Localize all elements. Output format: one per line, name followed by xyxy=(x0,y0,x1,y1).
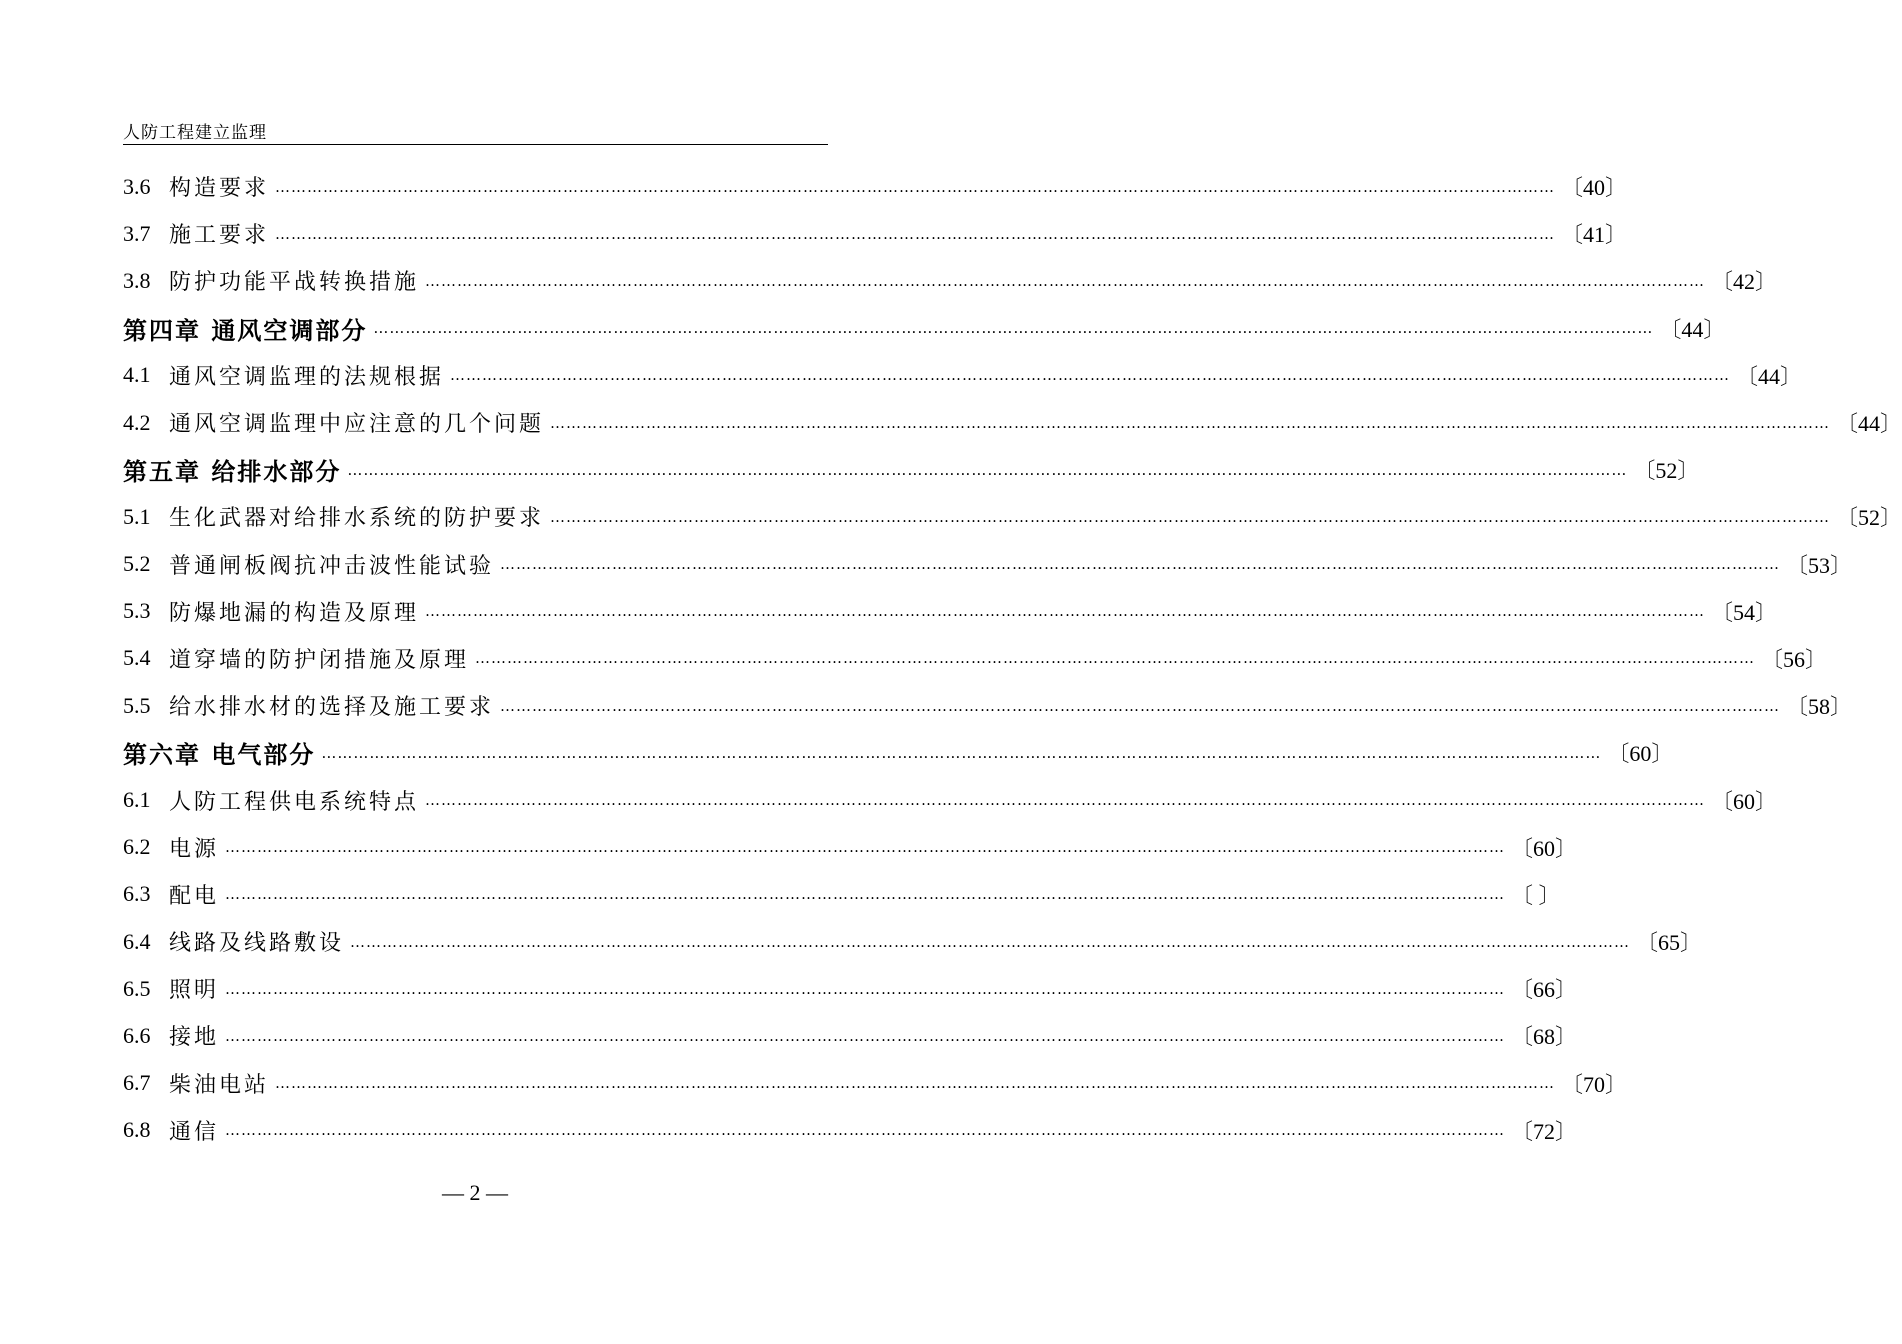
toc-page-ref: 〔60〕 xyxy=(1711,788,1778,814)
running-header: 人防工程建立监理 xyxy=(123,123,267,143)
toc-section-row xyxy=(123,824,1578,871)
toc-section-number: 5.1 xyxy=(123,503,151,529)
toc-section-row xyxy=(123,635,1828,682)
toc-entry-title: 给水排水材的选择及施工要求 xyxy=(169,695,495,721)
toc-section-row xyxy=(123,965,1578,1012)
toc-page-ref: 〔60〕 xyxy=(1607,741,1674,767)
toc-entry-title: 线路及线路敷设 xyxy=(169,931,345,957)
toc-entry-title: 第六章 电气部分 xyxy=(123,740,316,770)
toc-page-ref: 〔56〕 xyxy=(1761,646,1828,672)
toc-section-row xyxy=(123,776,1778,823)
toc-page-ref: 〔44〕 xyxy=(1736,363,1803,389)
toc-section-number: 6.8 xyxy=(123,1117,151,1143)
toc-page-ref: 〔54〕 xyxy=(1711,599,1778,625)
toc-section-number: 6.6 xyxy=(123,1022,151,1048)
toc-dot-leader: …………………………………………………………………………………………………………………………………………………………………………………………………………………… xyxy=(500,555,1781,574)
toc-dot-leader: …………………………………………………………………………………………………………………………………………………………………………………………………………………… xyxy=(225,1026,1506,1045)
toc-page-ref: 〔60〕 xyxy=(1511,835,1578,861)
toc-section-row xyxy=(123,257,1778,304)
toc-section-row xyxy=(123,682,1853,729)
toc-dot-leader: …………………………………………………………………………………………………………………………………………………………………………………………………………………… xyxy=(225,885,1506,904)
toc-page-ref: 〔68〕 xyxy=(1511,1024,1578,1050)
toc-chapter-row xyxy=(123,446,1700,493)
toc-section-number: 3.6 xyxy=(123,173,151,199)
toc-dot-leader: …………………………………………………………………………………………………………………………………………………………………………………………………………………… xyxy=(321,743,1602,762)
toc-page-ref: 〔72〕 xyxy=(1511,1118,1578,1144)
toc-page-ref: 〔58〕 xyxy=(1786,694,1853,720)
toc-dot-leader: …………………………………………………………………………………………………………………………………………………………………………………………………………………… xyxy=(425,791,1706,810)
toc-dot-leader: …………………………………………………………………………………………………………………………………………………………………………………………………………………… xyxy=(450,366,1731,385)
toc-entry-title: 第四章 通风空调部分 xyxy=(123,315,368,345)
toc-entry-title: 通信 xyxy=(169,1119,220,1145)
toc-chapter-row xyxy=(123,729,1674,776)
toc-page-ref: 〔65〕 xyxy=(1636,930,1703,956)
toc-section-number: 5.2 xyxy=(123,551,151,577)
toc-section-number: 4.1 xyxy=(123,362,151,388)
toc-page-ref: 〔41〕 xyxy=(1561,222,1628,248)
toc-entry-title: 第五章 给排水部分 xyxy=(123,457,342,487)
toc-section-number: 6.1 xyxy=(123,787,151,813)
toc-section-row xyxy=(123,588,1778,635)
toc-dot-leader: …………………………………………………………………………………………………………………………………………………………………………………………………………………… xyxy=(275,224,1556,243)
page-number: — 2 — xyxy=(442,1180,508,1205)
toc-entry-title: 人防工程供电系统特点 xyxy=(169,789,420,815)
toc-dot-leader: …………………………………………………………………………………………………………………………………………………………………………………………………………………… xyxy=(550,413,1831,432)
toc-page-ref: 〔70〕 xyxy=(1561,1071,1628,1097)
table-of-contents xyxy=(123,163,1902,1154)
toc-dot-leader: …………………………………………………………………………………………………………………………………………………………………………………………………………………… xyxy=(475,649,1756,668)
toc-section-number: 6.7 xyxy=(123,1070,151,1096)
header-rule xyxy=(123,144,828,145)
toc-section-number: 6.3 xyxy=(123,881,151,907)
toc-page-ref: 〔44〕 xyxy=(1659,316,1726,342)
toc-page-ref: 〔42〕 xyxy=(1711,269,1778,295)
toc-section-number: 5.3 xyxy=(123,598,151,624)
toc-section-row xyxy=(123,541,1853,588)
toc-dot-leader: …………………………………………………………………………………………………………………………………………………………………………………………………………………… xyxy=(550,507,1831,526)
toc-dot-leader: …………………………………………………………………………………………………………………………………………………………………………………………………………………… xyxy=(347,460,1628,479)
toc-dot-leader: …………………………………………………………………………………………………………………………………………………………………………………………………………………… xyxy=(225,838,1506,857)
toc-dot-leader: …………………………………………………………………………………………………………………………………………………………………………………………………………………… xyxy=(425,602,1706,621)
toc-entry-title: 施工要求 xyxy=(169,223,270,249)
toc-section-number: 3.7 xyxy=(123,220,151,246)
toc-section-number: 5.4 xyxy=(123,645,151,671)
toc-entry-title: 防护功能平战转换措施 xyxy=(169,270,420,296)
toc-page-ref: 〔52〕 xyxy=(1633,458,1700,484)
toc-section-number: 5.5 xyxy=(123,692,151,718)
toc-entry-title: 通风空调监理中应注意的几个问题 xyxy=(169,412,545,438)
toc-page-ref: 〔40〕 xyxy=(1561,175,1628,201)
toc-dot-leader: …………………………………………………………………………………………………………………………………………………………………………………………………………………… xyxy=(225,979,1506,998)
toc-entry-title: 防爆地漏的构造及原理 xyxy=(169,600,420,626)
toc-section-number: 3.8 xyxy=(123,267,151,293)
toc-page-ref: 〔52〕 xyxy=(1836,505,1902,531)
toc-entry-title: 生化武器对给排水系统的防护要求 xyxy=(169,506,545,532)
toc-entry-title: 柴油电站 xyxy=(169,1072,270,1098)
toc-section-row xyxy=(123,352,1803,399)
toc-section-row xyxy=(123,871,1561,918)
toc-page-ref: 〔53〕 xyxy=(1786,552,1853,578)
toc-page-ref: 〔44〕 xyxy=(1836,411,1902,437)
toc-dot-leader: …………………………………………………………………………………………………………………………………………………………………………………………………………………… xyxy=(225,1121,1506,1140)
toc-entry-title: 照明 xyxy=(169,978,220,1004)
toc-section-number: 6.2 xyxy=(123,834,151,860)
toc-dot-leader: …………………………………………………………………………………………………………………………………………………………………………………………………………………… xyxy=(275,1074,1556,1093)
toc-dot-leader: …………………………………………………………………………………………………………………………………………………………………………………………………………………… xyxy=(500,696,1781,715)
toc-page-ref: 〔66〕 xyxy=(1511,977,1578,1003)
toc-section-row xyxy=(123,163,1628,210)
toc-dot-leader: …………………………………………………………………………………………………………………………………………………………………………………………………………………… xyxy=(425,271,1706,290)
toc-entry-title: 配电 xyxy=(169,883,220,909)
toc-entry-title: 普通闸板阀抗冲击波性能试验 xyxy=(169,553,495,579)
toc-section-row xyxy=(123,399,1902,446)
toc-entry-title: 道穿墙的防护闭措施及原理 xyxy=(169,647,470,673)
toc-section-row xyxy=(123,918,1703,965)
toc-section-row xyxy=(123,210,1628,257)
toc-page-ref: 〔 〕 xyxy=(1511,882,1561,908)
toc-entry-title: 通风空调监理的法规根据 xyxy=(169,364,445,390)
toc-section-number: 6.4 xyxy=(123,928,151,954)
toc-section-number: 6.5 xyxy=(123,975,151,1001)
toc-section-number: 4.2 xyxy=(123,409,151,435)
toc-section-row xyxy=(123,1107,1578,1154)
toc-entry-title: 构造要求 xyxy=(169,176,270,202)
toc-dot-leader: …………………………………………………………………………………………………………………………………………………………………………………………………………………… xyxy=(373,319,1654,338)
toc-dot-leader: …………………………………………………………………………………………………………………………………………………………………………………………………………………… xyxy=(275,177,1556,196)
toc-entry-title: 电源 xyxy=(169,836,220,862)
toc-section-row xyxy=(123,1060,1628,1107)
toc-section-row xyxy=(123,493,1902,540)
toc-section-row xyxy=(123,1012,1578,1059)
toc-chapter-row xyxy=(123,305,1726,352)
toc-entry-title: 接地 xyxy=(169,1025,220,1051)
toc-dot-leader: …………………………………………………………………………………………………………………………………………………………………………………………………………………… xyxy=(350,932,1631,951)
